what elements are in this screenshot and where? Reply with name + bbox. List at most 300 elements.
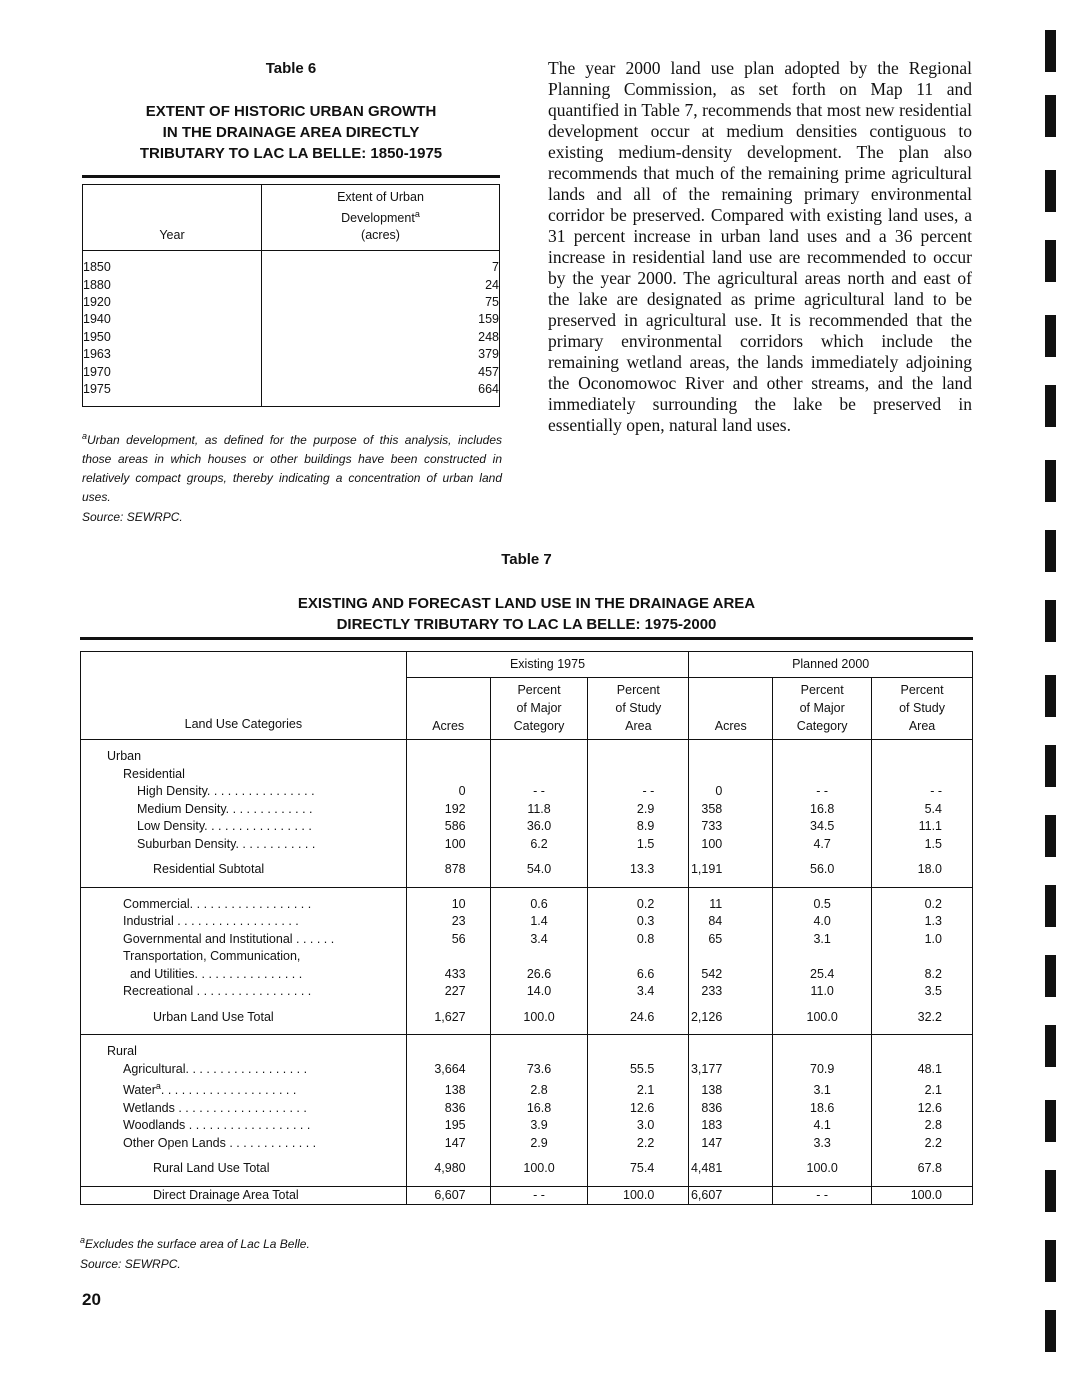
cell-value: 233 bbox=[689, 983, 773, 1001]
spacer-cell bbox=[773, 1001, 872, 1009]
table6-title-line: TRIBUTARY TO LAC LA BELLE: 1850-1975 bbox=[139, 145, 443, 162]
cell-value: 100.0 bbox=[773, 1009, 872, 1027]
table6-number: Table 6 bbox=[265, 60, 317, 77]
cell-value: 3.5 bbox=[872, 983, 973, 1001]
row-label: Transportation, Communication, bbox=[81, 948, 407, 966]
cell-value: 192 bbox=[406, 801, 490, 819]
table6-year: 1850 bbox=[83, 260, 111, 275]
row-leader-dots: . . . . . . . . . . . . . . . . . . . . bbox=[160, 1083, 297, 1098]
binding-mark bbox=[1045, 95, 1056, 137]
cell-value: 4.0 bbox=[773, 913, 872, 931]
cell-value: 67.8 bbox=[872, 1160, 973, 1178]
cell-value: 138 bbox=[689, 1078, 773, 1100]
spacer-cell bbox=[689, 740, 773, 749]
cell-value: 2.2 bbox=[872, 1135, 973, 1153]
binding-mark bbox=[1045, 885, 1056, 927]
cell-value: 138 bbox=[406, 1078, 490, 1100]
spacer-cell bbox=[81, 1178, 407, 1187]
cell-value: 542 bbox=[689, 966, 773, 984]
spacer-row bbox=[81, 887, 973, 896]
cell-value: 23 bbox=[406, 913, 490, 931]
header-line: Category bbox=[513, 719, 565, 733]
binding-mark bbox=[1045, 675, 1056, 717]
table6-value: 7 bbox=[492, 260, 499, 275]
row-label: and Utilities. . . . . . . . . . . . . . . . bbox=[81, 966, 407, 984]
cell-value: 3.3 bbox=[773, 1135, 872, 1153]
cell-value: 2.2 bbox=[588, 1135, 689, 1153]
cell-value bbox=[490, 948, 588, 966]
cell-value: 4.1 bbox=[773, 1117, 872, 1135]
binding-mark bbox=[1045, 30, 1056, 72]
header-line: Area bbox=[625, 719, 652, 733]
spacer-cell bbox=[588, 1152, 689, 1160]
footnote-marker: a bbox=[155, 1081, 161, 1091]
binding-mark bbox=[1045, 1025, 1056, 1067]
cell-value bbox=[872, 1043, 973, 1061]
cell-value: 878 bbox=[406, 861, 490, 879]
cell-value: 100 bbox=[689, 836, 773, 854]
table6-title-line: IN THE DRAINAGE AREA DIRECTLY bbox=[162, 124, 420, 141]
table-row bbox=[81, 948, 973, 966]
table-row bbox=[81, 1043, 973, 1061]
cell-value: 11 bbox=[689, 896, 773, 914]
spacer-cell bbox=[773, 879, 872, 888]
subtotal-row bbox=[81, 1160, 973, 1178]
table6-col-extent-line2 bbox=[262, 206, 499, 227]
cell-value: 0.3 bbox=[588, 913, 689, 931]
spacer-cell bbox=[689, 1152, 773, 1160]
spacer-cell bbox=[872, 740, 973, 749]
cell-value: 10 bbox=[406, 896, 490, 914]
spacer-cell bbox=[490, 1178, 588, 1187]
cell-value: 0.5 bbox=[773, 896, 872, 914]
cell-value: 75.4 bbox=[588, 1160, 689, 1178]
cell-value: 3.9 bbox=[490, 1117, 588, 1135]
spacer-cell bbox=[689, 1178, 773, 1187]
table6-col-extent-line1: Extent of Urban bbox=[337, 190, 424, 204]
cell-value: 836 bbox=[406, 1100, 490, 1118]
table-row bbox=[81, 1117, 973, 1135]
cell-value: 18.0 bbox=[872, 861, 973, 879]
header-line: Percent bbox=[517, 683, 561, 697]
row-label: Rural bbox=[81, 1043, 407, 1061]
cell-value: 54.0 bbox=[490, 861, 588, 879]
cell-value: 1,191 bbox=[689, 861, 773, 879]
binding-mark bbox=[1045, 1240, 1056, 1282]
table6-year: 1963 bbox=[83, 347, 111, 362]
table-row bbox=[81, 801, 973, 819]
cell-value bbox=[490, 748, 588, 766]
row-label: Urban bbox=[81, 748, 407, 766]
cell-value: 84 bbox=[689, 913, 773, 931]
cell-value: 2.9 bbox=[490, 1135, 588, 1153]
table7-col-study bbox=[588, 678, 689, 740]
table-row bbox=[81, 983, 973, 1001]
cell-value: 733 bbox=[689, 818, 773, 836]
table-row bbox=[81, 913, 973, 931]
header-line: of Major bbox=[799, 701, 845, 715]
table-row bbox=[81, 1078, 973, 1100]
cell-value: 6.6 bbox=[588, 966, 689, 984]
header-line: of Major bbox=[516, 701, 562, 715]
table-row bbox=[81, 818, 973, 836]
spacer-cell bbox=[406, 740, 490, 749]
cell-value: 100.0 bbox=[773, 1160, 872, 1178]
table6-year: 1920 bbox=[83, 294, 111, 309]
spacer-cell bbox=[773, 1026, 872, 1035]
table7-number: Table 7 bbox=[501, 551, 552, 568]
table6-value: 248 bbox=[478, 329, 499, 344]
binding-mark bbox=[1045, 600, 1056, 642]
table6-year: 1970 bbox=[83, 364, 111, 379]
spacer-cell bbox=[872, 853, 973, 861]
cell-value: 3,177 bbox=[689, 1061, 773, 1079]
spacer-cell bbox=[81, 1152, 407, 1160]
cell-value: 3.4 bbox=[588, 983, 689, 1001]
cell-value: 227 bbox=[406, 983, 490, 1001]
row-label-text: Water bbox=[123, 1083, 156, 1098]
cell-value: 100 bbox=[406, 836, 490, 854]
header-line: Category bbox=[796, 719, 848, 733]
spacer-cell bbox=[406, 853, 490, 861]
table6-value: 664 bbox=[478, 382, 499, 396]
spacer-cell bbox=[689, 853, 773, 861]
spacer-row bbox=[81, 1152, 973, 1160]
spacer-cell bbox=[588, 740, 689, 749]
cell-value: 0 bbox=[689, 783, 773, 801]
row-label: Urban Land Use Total bbox=[81, 1009, 407, 1027]
spacer-cell bbox=[490, 887, 588, 896]
spacer-cell bbox=[588, 1001, 689, 1009]
footnote-marker: a bbox=[82, 431, 88, 441]
table7-group-header-row bbox=[81, 652, 973, 678]
cell-value: 16.8 bbox=[490, 1100, 588, 1118]
spacer-cell bbox=[588, 887, 689, 896]
cell-value bbox=[872, 748, 973, 766]
cell-value: 5.4 bbox=[872, 801, 973, 819]
row-label: Residential Subtotal bbox=[81, 861, 407, 879]
cell-value: 11.1 bbox=[872, 818, 973, 836]
table7-footnote bbox=[80, 1231, 310, 1254]
row-label: Industrial . . . . . . . . . . . . . . . . . . bbox=[81, 913, 407, 931]
cell-value bbox=[689, 766, 773, 784]
spacer-cell bbox=[490, 1026, 588, 1035]
cell-value: 147 bbox=[689, 1135, 773, 1153]
table7-col-major-planned bbox=[773, 678, 872, 740]
table6-value: 159 bbox=[478, 312, 499, 327]
cell-value bbox=[872, 766, 973, 784]
binding-mark bbox=[1045, 745, 1056, 787]
cell-value: 16.8 bbox=[773, 801, 872, 819]
header-line: Percent bbox=[900, 683, 944, 697]
cell-value: 18.6 bbox=[773, 1100, 872, 1118]
table-row bbox=[81, 836, 973, 854]
table6-value: 379 bbox=[478, 347, 499, 362]
cell-value: 25.4 bbox=[773, 966, 872, 984]
spacer-cell bbox=[490, 1001, 588, 1009]
table7-col-acres-planned: Acres bbox=[689, 678, 773, 740]
cell-value bbox=[490, 1043, 588, 1061]
table7-title bbox=[80, 593, 973, 635]
cell-value: 65 bbox=[689, 931, 773, 949]
row-label: Residential bbox=[81, 766, 407, 784]
spacer-cell bbox=[490, 1035, 588, 1044]
table7-col-acres: Acres bbox=[406, 678, 490, 740]
table7-group-planned: Planned 2000 bbox=[689, 652, 973, 678]
table6-rule bbox=[82, 175, 500, 178]
header-line: of Study bbox=[615, 701, 662, 715]
cell-value bbox=[588, 748, 689, 766]
row-label: Low Density. . . . . . . . . . . . . . . . bbox=[81, 818, 407, 836]
cell-value: 73.6 bbox=[490, 1061, 588, 1079]
subtotal-row bbox=[81, 861, 973, 879]
binding-mark bbox=[1045, 530, 1056, 572]
row-label: Medium Density. . . . . . . . . . . . . bbox=[81, 801, 407, 819]
binding-mark bbox=[1045, 955, 1056, 997]
header-line: Area bbox=[908, 719, 936, 733]
cell-value: 0 bbox=[406, 783, 490, 801]
spacer-cell bbox=[588, 853, 689, 861]
cell-value: 2.9 bbox=[588, 801, 689, 819]
table-row bbox=[81, 748, 973, 766]
cell-value: 3.1 bbox=[773, 1078, 872, 1100]
table6-source: Source: SEWRPC. bbox=[82, 510, 183, 524]
table-row bbox=[81, 1135, 973, 1153]
cell-value: 0.2 bbox=[872, 896, 973, 914]
cell-value: - - bbox=[773, 783, 872, 801]
spacer-cell bbox=[81, 853, 407, 861]
cell-value: 56.0 bbox=[773, 861, 872, 879]
cell-value: 6,607 bbox=[406, 1186, 490, 1205]
table-row bbox=[81, 1100, 973, 1118]
table7-col-major bbox=[490, 678, 588, 740]
row-label bbox=[81, 1078, 407, 1100]
spacer-cell bbox=[406, 1152, 490, 1160]
spacer-cell bbox=[773, 1152, 872, 1160]
table6-footnote-text: Urban development, as defined for the purpose of this analysis, includes those areas in which houses or other buildings have been constructed in relatively compact groups, thereby indicating a concentration of urban land uses. bbox=[82, 433, 502, 504]
cell-value bbox=[588, 766, 689, 784]
spacer-row bbox=[81, 879, 973, 888]
cell-value bbox=[406, 1043, 490, 1061]
table6-col-year: Year bbox=[83, 185, 262, 251]
table7-footnote-text: Excludes the surface area of Lac La Belle. bbox=[85, 1237, 310, 1251]
cell-value: - - bbox=[773, 1186, 872, 1205]
spacer-cell bbox=[490, 879, 588, 888]
cell-value: 32.2 bbox=[872, 1009, 973, 1027]
table-row bbox=[81, 1061, 973, 1079]
cell-value: 100.0 bbox=[490, 1009, 588, 1027]
cell-value: 55.5 bbox=[588, 1061, 689, 1079]
row-label: Commercial. . . . . . . . . . . . . . . . . . bbox=[81, 896, 407, 914]
cell-value: 11.8 bbox=[490, 801, 588, 819]
cell-value: 3,664 bbox=[406, 1061, 490, 1079]
spacer-cell bbox=[406, 1001, 490, 1009]
cell-value bbox=[773, 766, 872, 784]
cell-value: 100.0 bbox=[490, 1160, 588, 1178]
spacer-cell bbox=[872, 1152, 973, 1160]
spacer-cell bbox=[406, 1178, 490, 1187]
row-label: Direct Drainage Area Total bbox=[81, 1186, 407, 1205]
cell-value: 0.2 bbox=[588, 896, 689, 914]
spacer-row bbox=[81, 853, 973, 861]
table6-col-extent-line3: (acres) bbox=[361, 228, 400, 243]
table7-source: Source: SEWRPC. bbox=[80, 1257, 181, 1271]
table-row bbox=[81, 896, 973, 914]
table6-col-extent-text: Development bbox=[341, 211, 415, 226]
spacer-cell bbox=[872, 1026, 973, 1035]
spacer-cell bbox=[81, 887, 407, 896]
spacer-cell bbox=[490, 853, 588, 861]
binding-mark bbox=[1045, 460, 1056, 502]
cell-value: 6,607 bbox=[689, 1186, 773, 1205]
cell-value: 1.0 bbox=[872, 931, 973, 949]
cell-value: 100.0 bbox=[588, 1186, 689, 1205]
binding-mark bbox=[1045, 315, 1056, 357]
cell-value: 2,126 bbox=[689, 1009, 773, 1027]
cell-value: 100.0 bbox=[872, 1186, 973, 1205]
spacer-cell bbox=[689, 1035, 773, 1044]
cell-value: 2.8 bbox=[872, 1117, 973, 1135]
cell-value: 14.0 bbox=[490, 983, 588, 1001]
cell-value bbox=[406, 766, 490, 784]
table6-body bbox=[83, 251, 500, 407]
cell-value: 0.8 bbox=[588, 931, 689, 949]
table-row bbox=[81, 966, 973, 984]
table-row bbox=[81, 931, 973, 949]
cell-value bbox=[588, 948, 689, 966]
cell-value: 4,980 bbox=[406, 1160, 490, 1178]
subtotal-row bbox=[81, 1009, 973, 1027]
footnote-marker: a bbox=[80, 1235, 86, 1245]
table6-col-extent bbox=[262, 185, 500, 251]
spacer-cell bbox=[81, 1026, 407, 1035]
cell-value: 4.7 bbox=[773, 836, 872, 854]
cell-value: 70.9 bbox=[773, 1061, 872, 1079]
cell-value: 3.0 bbox=[588, 1117, 689, 1135]
table6-year: 1950 bbox=[83, 329, 111, 344]
row-label: Suburban Density. . . . . . . . . . . . bbox=[81, 836, 407, 854]
cell-value bbox=[490, 766, 588, 784]
spacer-cell bbox=[773, 1035, 872, 1044]
table6-value: 457 bbox=[478, 364, 499, 379]
binding-mark bbox=[1045, 1170, 1056, 1212]
cell-value: 11.0 bbox=[773, 983, 872, 1001]
table6-value: 24 bbox=[485, 277, 499, 292]
row-label: Wetlands . . . . . . . . . . . . . . . . . . . bbox=[81, 1100, 407, 1118]
spacer-cell bbox=[490, 740, 588, 749]
table-row bbox=[81, 766, 973, 784]
spacer-cell bbox=[81, 1035, 407, 1044]
cell-value: - - bbox=[490, 1186, 588, 1205]
cell-value: 1.5 bbox=[872, 836, 973, 854]
cell-value: 2.1 bbox=[872, 1078, 973, 1100]
cell-value: 433 bbox=[406, 966, 490, 984]
cell-value: 56 bbox=[406, 931, 490, 949]
binding-mark bbox=[1045, 1100, 1056, 1142]
spacer-cell bbox=[689, 1026, 773, 1035]
spacer-cell bbox=[406, 1035, 490, 1044]
table6-footnote bbox=[82, 427, 502, 507]
cell-value: 36.0 bbox=[490, 818, 588, 836]
cell-value: 48.1 bbox=[872, 1061, 973, 1079]
cell-value bbox=[773, 1043, 872, 1061]
spacer-cell bbox=[588, 1026, 689, 1035]
cell-value: 195 bbox=[406, 1117, 490, 1135]
body-paragraph: The year 2000 land use plan adopted by the Regional Planning Commission, as set forth on Map 11 and quantified in Table 7, recommends that most new residential development occur at medium densities contiguous to existing medium-density development. The plan also recommends that much of the remaining prime agricultural lands and all of the remaining primary environmental corridor be preserved. Compared with existing land uses, a 31 percent increase in urban land uses and a 36 percent increase in residential land use are recommended to occur by the year 2000. The agricultural areas north and east of the lake are designated as prime agricultural land to be preserved in agricultural use. It is recommended that the primary environmental corridors which include the remaining wetland areas, the lands immediately adjoining the Oconomowoc River and other streams, and the land immediately surrounding the lake be preserved in essentially open, natural land uses. bbox=[548, 58, 972, 435]
cell-value: 2.1 bbox=[588, 1078, 689, 1100]
cell-value bbox=[689, 1043, 773, 1061]
table6-year: 1940 bbox=[83, 312, 111, 327]
spacer-cell bbox=[872, 879, 973, 888]
cell-value: 3.1 bbox=[773, 931, 872, 949]
row-label: High Density. . . . . . . . . . . . . . . . bbox=[81, 783, 407, 801]
cell-value: - - bbox=[588, 783, 689, 801]
cell-value: 12.6 bbox=[872, 1100, 973, 1118]
spacer-cell bbox=[588, 1035, 689, 1044]
spacer-cell bbox=[406, 1026, 490, 1035]
table7-col-study-planned bbox=[872, 678, 973, 740]
binding-mark bbox=[1045, 815, 1056, 857]
cell-value: 4,481 bbox=[689, 1160, 773, 1178]
row-label: Woodlands . . . . . . . . . . . . . . . . . . bbox=[81, 1117, 407, 1135]
table7-group-existing: Existing 1975 bbox=[406, 652, 689, 678]
spacer-cell bbox=[773, 853, 872, 861]
spacer-cell bbox=[773, 887, 872, 896]
spacer-cell bbox=[588, 879, 689, 888]
cell-value: 8.9 bbox=[588, 818, 689, 836]
row-label: Recreational . . . . . . . . . . . . . . . . . bbox=[81, 983, 407, 1001]
table6-value: 75 bbox=[485, 294, 499, 309]
cell-value: 2.8 bbox=[490, 1078, 588, 1100]
row-label: Governmental and Institutional . . . . . . bbox=[81, 931, 407, 949]
row-label: Rural Land Use Total bbox=[81, 1160, 407, 1178]
cell-value: 26.6 bbox=[490, 966, 588, 984]
cell-value: 358 bbox=[689, 801, 773, 819]
binding-mark bbox=[1045, 240, 1056, 282]
table7-title-line: EXISTING AND FORECAST LAND USE IN THE DRAINAGE AREA bbox=[297, 595, 756, 612]
spacer-row bbox=[81, 1178, 973, 1187]
spacer-cell bbox=[689, 1001, 773, 1009]
cell-value: 1,627 bbox=[406, 1009, 490, 1027]
spacer-cell bbox=[81, 1001, 407, 1009]
header-line: Percent bbox=[616, 683, 660, 697]
spacer-row bbox=[81, 1035, 973, 1044]
table6-year: 1880 bbox=[83, 277, 111, 292]
cell-value: 147 bbox=[406, 1135, 490, 1153]
cell-value: 1.3 bbox=[872, 913, 973, 931]
header-line: of Study bbox=[899, 701, 945, 715]
binding-mark bbox=[1045, 170, 1056, 212]
spacer-cell bbox=[81, 740, 407, 749]
table6-values bbox=[262, 251, 500, 407]
row-label: Other Open Lands . . . . . . . . . . . . . bbox=[81, 1135, 407, 1153]
cell-value bbox=[773, 748, 872, 766]
spacer-cell bbox=[689, 887, 773, 896]
cell-value bbox=[406, 948, 490, 966]
grand-total-row bbox=[81, 1186, 973, 1205]
cell-value: 24.6 bbox=[588, 1009, 689, 1027]
cell-value: - - bbox=[490, 783, 588, 801]
spacer-cell bbox=[689, 879, 773, 888]
table6-year: 1975 bbox=[83, 382, 111, 396]
spacer-row bbox=[81, 740, 973, 749]
spacer-cell bbox=[872, 887, 973, 896]
binding-mark bbox=[1045, 1310, 1056, 1352]
cell-value: 3.4 bbox=[490, 931, 588, 949]
table7-title-line: DIRECTLY TRIBUTARY TO LAC LA BELLE: 1975-2000 bbox=[336, 616, 717, 633]
spacer-cell bbox=[406, 887, 490, 896]
cell-value: 586 bbox=[406, 818, 490, 836]
